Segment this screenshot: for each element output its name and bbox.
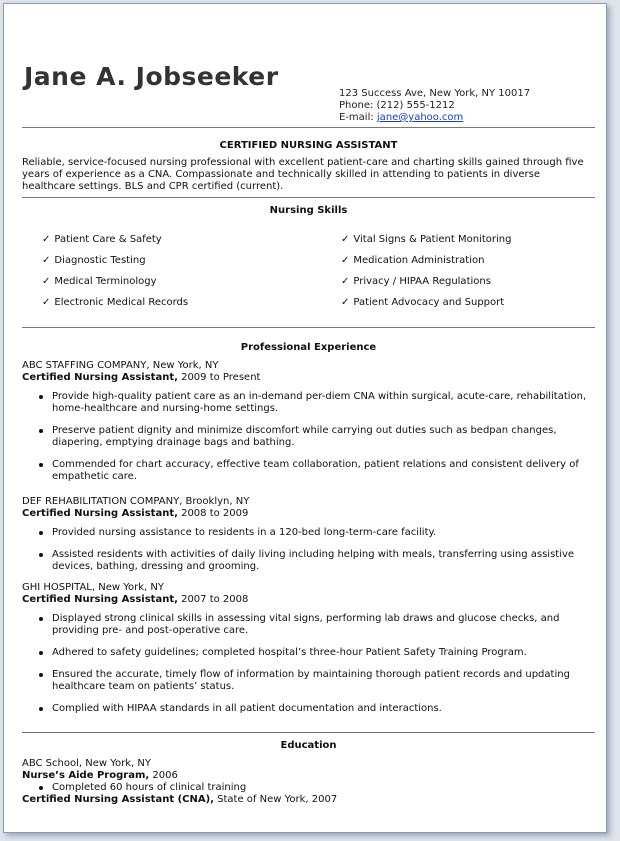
job-company: ABC STAFFING COMPANY, New York, NY xyxy=(22,360,219,371)
skill-item xyxy=(341,234,511,255)
certification-name: Certified Nursing Assistant (CNA), xyxy=(22,794,214,805)
skills-title: Nursing Skills xyxy=(269,205,348,216)
job-bullets xyxy=(22,527,597,573)
divider xyxy=(22,127,595,128)
address-line: 123 Success Ave, New York, NY 10017 xyxy=(339,88,531,99)
skill-item xyxy=(42,255,188,276)
job-role: Certified Nursing Assistant, xyxy=(22,594,178,605)
skill-label: Privacy / HIPAA Regulations xyxy=(353,276,491,287)
education-title: Education xyxy=(280,740,337,751)
skills-left-column xyxy=(42,234,188,318)
skill-label: Vital Signs & Patient Monitoring xyxy=(353,234,512,245)
job-dates: 2007 to 2008 xyxy=(177,594,249,605)
checkmark-icon: ✓ xyxy=(341,297,350,308)
skill-item xyxy=(42,234,188,255)
job-bullets xyxy=(22,391,597,483)
skill-item xyxy=(42,297,188,318)
skill-item xyxy=(341,255,511,276)
job-role: Certified Nursing Assistant, xyxy=(22,372,178,383)
certification-state: State of New York, 2007 xyxy=(213,794,338,805)
certification-line xyxy=(22,794,597,806)
job-role: Certified Nursing Assistant, xyxy=(22,508,178,519)
list-item: Displayed strong clinical skills in assessing vital signs, performing lab draws and glucose checks, and providing pre- and post-operative care. xyxy=(22,613,597,637)
list-item: Ensured the accurate, timely flow of information by maintaining thorough patient records and updating healthcare team on patients’ status. xyxy=(22,669,597,693)
experience-title: Professional Experience xyxy=(240,342,377,353)
checkmark-icon: ✓ xyxy=(341,276,350,287)
list-item: Adhered to safety guidelines; completed hospital’s three-hour Patient Safety Training Program. xyxy=(22,647,597,659)
divider xyxy=(22,732,595,733)
skill-label: Patient Care & Safety xyxy=(54,234,162,245)
school-name: ABC School, New York, NY xyxy=(22,758,151,769)
list-item: Commended for chart accuracy, effective team collaboration, patient relations and consistent delivery of empathetic care. xyxy=(22,459,597,483)
skill-label: Patient Advocacy and Support xyxy=(353,297,505,308)
skill-item xyxy=(341,297,511,318)
divider xyxy=(22,197,595,198)
education-entry xyxy=(22,758,597,806)
job-entry xyxy=(22,582,597,715)
job-company: GHI HOSPITAL, New York, NY xyxy=(22,582,164,593)
checkmark-icon: ✓ xyxy=(42,276,51,287)
checkmark-icon: ✓ xyxy=(42,297,51,308)
email-label: E-mail: xyxy=(339,112,377,123)
education-bullets xyxy=(22,782,597,794)
divider xyxy=(22,327,595,328)
job-role-line xyxy=(22,372,597,384)
list-item: Provide high-quality patient care as an in-demand per-diem CNA within surgical, acute-care, rehabilitation, home-healthcare and nursing-home settings. xyxy=(22,391,597,415)
skills-right-column xyxy=(341,234,511,318)
skill-item xyxy=(341,276,511,297)
skill-label: Medical Terminology xyxy=(54,276,157,287)
email-line xyxy=(339,112,530,124)
list-item: Provided nursing assistance to residents in a 120-bed long-term-care facility. xyxy=(22,527,597,539)
list-item: Complied with HIPAA standards in all patient documentation and interactions. xyxy=(22,703,597,715)
list-item: Completed 60 hours of clinical training xyxy=(22,782,597,794)
skill-label: Diagnostic Testing xyxy=(54,255,146,266)
candidate-name: Jane A. Jobseeker xyxy=(24,62,279,91)
job-dates: 2008 to 2009 xyxy=(177,508,249,519)
checkmark-icon: ✓ xyxy=(42,255,51,266)
checkmark-icon: ✓ xyxy=(42,234,51,245)
skill-item xyxy=(42,276,188,297)
summary-text: Reliable, service-focused nursing professional with excellent patient-care and charting skills gained through five years of experience as a CNA. Compassionate and technically skilled in attending to patients in diverse healthcare settings. BLS and CPR certified (current). xyxy=(22,157,584,192)
job-role-line xyxy=(22,594,597,606)
checkmark-icon: ✓ xyxy=(341,255,350,266)
job-bullets xyxy=(22,613,597,715)
email-link[interactable]: jane@yahoo.com xyxy=(376,112,464,123)
resume-page xyxy=(3,3,607,833)
skill-label: Electronic Medical Records xyxy=(54,297,189,308)
job-dates: 2009 to Present xyxy=(177,372,261,383)
program-year: 2006 xyxy=(149,770,178,781)
job-entry xyxy=(22,360,597,483)
job-company: DEF REHABILITATION COMPANY, Brooklyn, NY xyxy=(22,496,250,507)
list-item: Assisted residents with activities of daily living including helping with meals, transferring using assistive devices, bathing, dressing and grooming. xyxy=(22,549,597,573)
summary-title: CERTIFIED NURSING ASSISTANT xyxy=(219,140,398,151)
phone-line: Phone: (212) 555-1212 xyxy=(339,100,455,111)
contact-block xyxy=(339,88,530,124)
checkmark-icon: ✓ xyxy=(341,234,350,245)
program-line xyxy=(22,770,597,782)
program-name: Nurse’s Aide Program, xyxy=(22,770,150,781)
job-entry xyxy=(22,496,597,573)
job-role-line xyxy=(22,508,597,520)
skill-label: Medication Administration xyxy=(353,255,485,266)
list-item: Preserve patient dignity and minimize discomfort while carrying out duties such as bedpan changes, diapering, emptying drainage bags and bathing. xyxy=(22,425,597,449)
